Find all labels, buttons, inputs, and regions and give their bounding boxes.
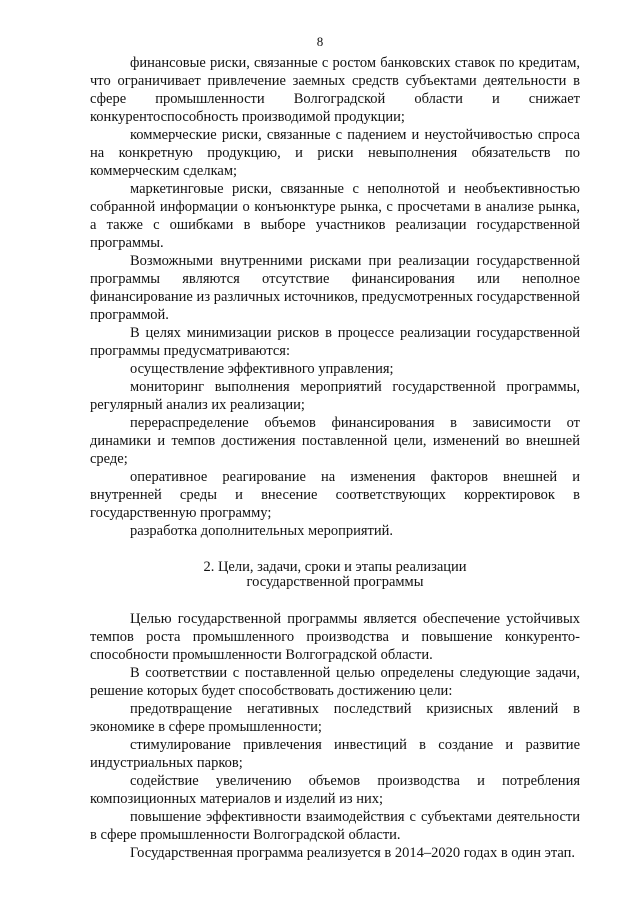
paragraph-commercial-risks: коммерческие риски, связанные с падением и неустойчивостью спроса на конкретную продукцию, и риски невыполнения обязательств по коммерческим сделкам;	[90, 127, 580, 179]
paragraph-internal-risks: Возможными внутренними рисками при реализации государственной программы являются отсутствие финансирования или неполное финансирование из различных источников, предусмотренных государственной программой.	[90, 253, 580, 323]
goals-section	[90, 610, 580, 862]
paragraph-monitoring: мониторинг выполнения мероприятий государственной программы, регулярный анализ их реализации;	[90, 379, 580, 413]
paragraph-marketing-risks: маркетинговые риски, связанные с неполнотой и необъективностью собранной информации о конъюнктуре рынка, с просчетами в анализе рынка, а также с ошибками в выборе участников реализации государственной программы.	[90, 181, 580, 251]
paragraph-effective-management: осуществление эффективного управления;	[130, 361, 394, 377]
risks-section	[90, 54, 580, 540]
paragraph-task-composites: содействие увеличению объемов производства и потребления композиционных материалов и изделий из них;	[90, 773, 580, 807]
paragraph-program-goal: Целью государственной программы является обеспечение устойчивых темпов роста промышленного производства и повышение конкуренто-способности промышленности Волгоградской области.	[90, 611, 580, 663]
paragraph-tasks-intro: В соответствии с поставленной целью определены следующие задачи, решение которых будет способствовать достижению цели:	[90, 665, 580, 699]
paragraph-financial-risks: финансовые риски, связанные с ростом банковских ставок по кредитам, что ограничивает привлечение заемных средств субъектами деятельности в сфере промышленности Волгоградской области и снижает конкурентоспособность производимой продукции;	[90, 55, 580, 125]
paragraph-task-investment: стимулирование привлечения инвестиций в создание и развитие индустриальных парков;	[90, 737, 580, 771]
section-heading-line-2: государственной программы	[246, 574, 424, 590]
paragraph-task-prevention: предотвращение негативных последствий кризисных явлений в экономике в сфере промышленности;	[90, 701, 580, 735]
page-number: 8	[316, 34, 324, 49]
section-heading-line-1: 2. Цели, задачи, сроки и этапы реализации	[203, 559, 467, 575]
paragraph-additional-measures: разработка дополнительных мероприятий.	[130, 523, 393, 539]
paragraph-redistribution: перераспределение объемов финансирования в зависимости от динамики и темпов достижения поставленной цели, изменений во внешней среде;	[90, 415, 580, 467]
paragraph-task-interaction: повышение эффективности взаимодействия с субъектами деятельности в сфере промышленности Волгоградской области.	[90, 809, 580, 843]
section-heading	[90, 560, 580, 590]
page-content	[90, 54, 580, 862]
paragraph-program-period: Государственная программа реализуется в 2014–2020 годах в один этап.	[130, 845, 576, 861]
paragraph-operational-response: оперативное реагирование на изменения факторов внешней и внутренней среды и внесение соответствующих корректировок в государственную программу;	[90, 469, 580, 521]
paragraph-risk-minimization: В целях минимизации рисков в процессе реализации государственной программы предусматриваются:	[90, 325, 580, 359]
